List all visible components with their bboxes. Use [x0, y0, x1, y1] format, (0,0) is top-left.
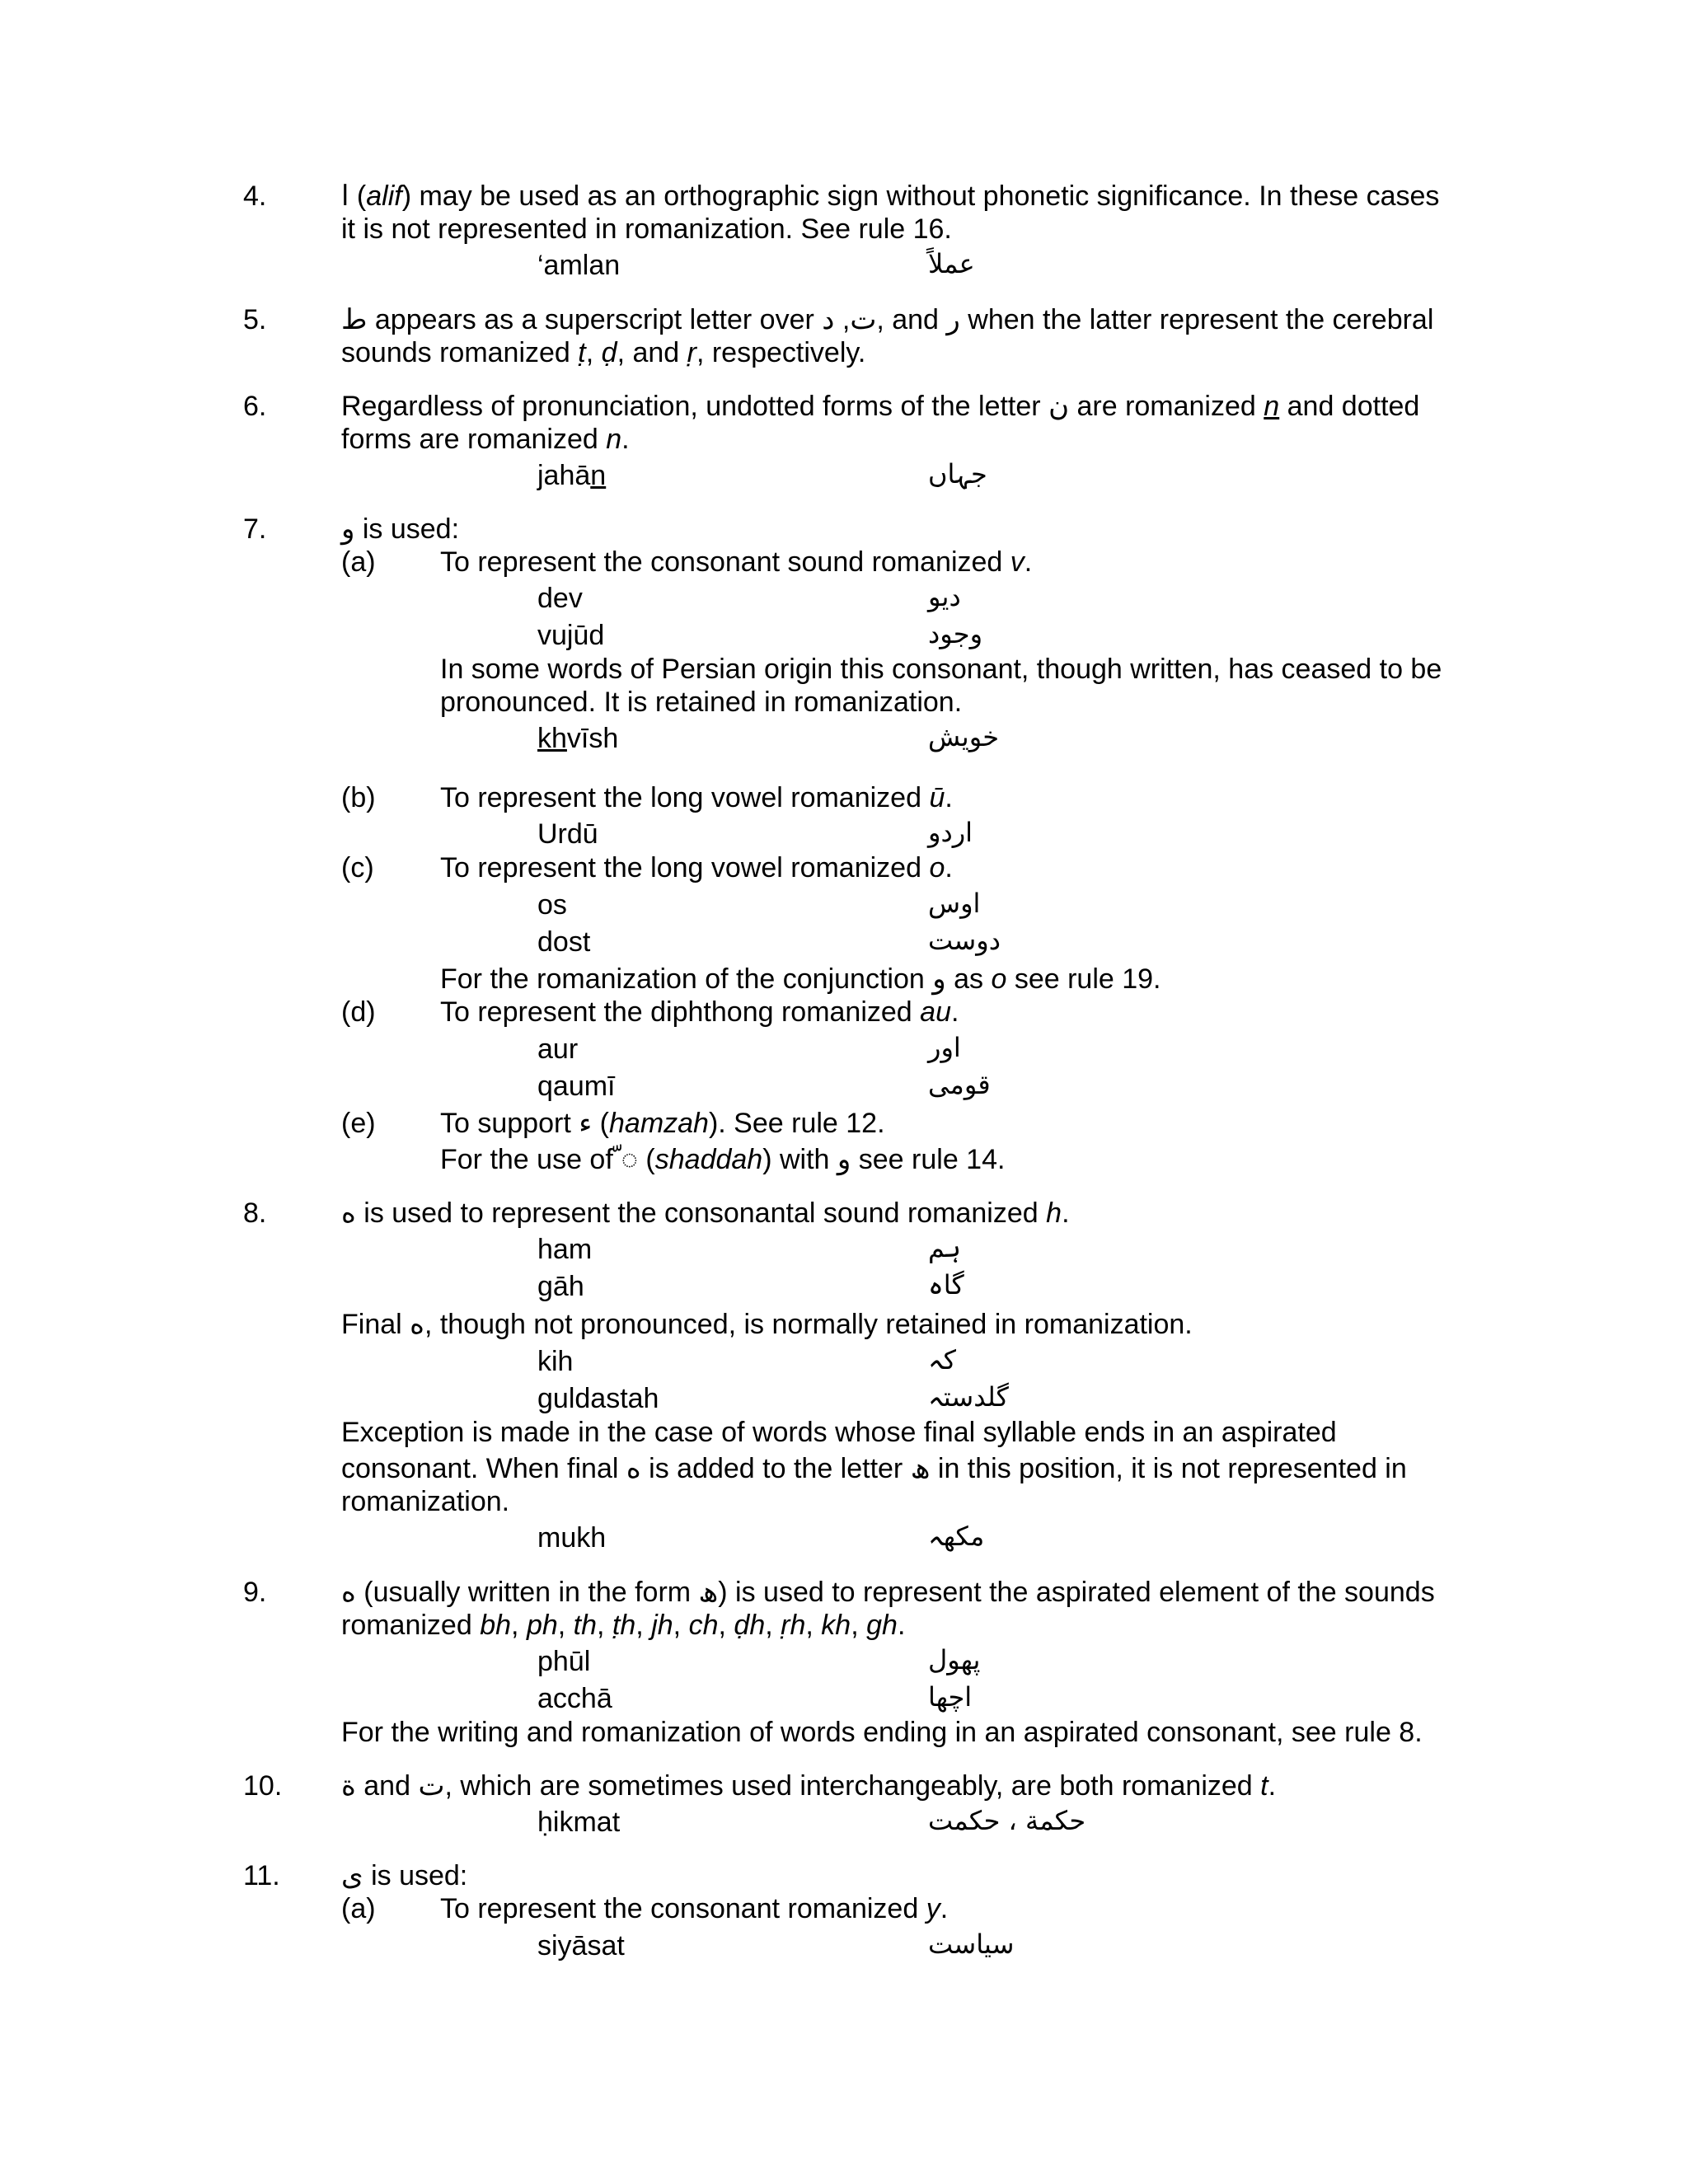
sub-label: (e): [341, 1108, 376, 1139]
example-romanized: acchā: [537, 1683, 612, 1714]
example-arabic: دیو: [928, 581, 961, 612]
example-arabic: حکمة ، حکمت: [928, 1805, 1086, 1836]
rule-text: Exception is made in the case of words whose final syllable ends in an aspirated: [341, 1417, 1337, 1448]
rule-number: 8.: [243, 1197, 267, 1229]
sub-text: To represent the consonant romanized y.: [440, 1893, 949, 1924]
example-arabic: کہ: [928, 1344, 956, 1376]
example-romanized: dev: [537, 583, 583, 614]
sub-label: (a): [341, 546, 376, 578]
rule-text: it is not represented in romanization. See rule 16.: [341, 213, 952, 245]
sub-text: For the use of ّ◌ (shaddah) with و see rule 14.: [440, 1144, 1006, 1175]
rule-number: 5.: [243, 304, 267, 335]
example-arabic: پھول: [928, 1644, 981, 1675]
example-romanized: os: [537, 889, 567, 921]
example-arabic: اچھا: [928, 1681, 973, 1713]
example-romanized: aur: [537, 1033, 579, 1065]
sub-text: To represent the long vowel romanized ū.: [440, 782, 953, 813]
example-romanized: qaumī: [537, 1071, 616, 1102]
arabic-letter: ا: [341, 180, 349, 212]
sub-text: To represent the long vowel romanized o.: [440, 852, 953, 883]
rule-text: For the writing and romanization of words ending in an aspirated consonant, see rule 8.: [341, 1717, 1423, 1748]
sub-text: pronounced. It is retained in romanization.: [440, 687, 963, 718]
rule-text: ا (alif) may be used as an orthographic sign without phonetic significance. In these cases: [341, 180, 1440, 212]
example-romanized: guldastah: [537, 1383, 659, 1414]
rule-text: ه is used to represent the consonantal sound romanized h.: [341, 1197, 1070, 1229]
example-romanized: siyāsat: [537, 1930, 625, 1961]
rule-text: ة and ت, which are sometimes used interchangeably, are both romanized t.: [341, 1770, 1277, 1802]
rule-text: Final ه, though not pronounced, is normally retained in romanization.: [341, 1309, 1193, 1340]
example-romanized: phūl: [537, 1646, 591, 1677]
example-arabic: خویش: [928, 721, 1000, 752]
rule-text: ی is used:: [341, 1860, 468, 1891]
example-arabic: سیاست: [928, 1929, 1015, 1960]
rule-number: 9.: [243, 1577, 267, 1608]
example-arabic: اور: [928, 1032, 961, 1063]
example-arabic: عملاً: [928, 248, 975, 279]
example-arabic: ہم: [928, 1232, 962, 1263]
rule-number: 11.: [243, 1860, 280, 1891]
example-arabic: وجود: [928, 618, 983, 649]
example-arabic: اردو: [928, 817, 973, 848]
example-arabic: دوست: [928, 925, 1001, 956]
sub-label: (c): [341, 852, 374, 883]
rule-text: و is used:: [341, 513, 460, 545]
example-arabic: قومی: [928, 1069, 991, 1100]
example-romanized: ‘amlan: [537, 250, 621, 281]
sub-text: To represent the consonant sound romanized v.: [440, 546, 1033, 578]
example-arabic: جہاں: [928, 458, 987, 490]
rule-number: 4.: [243, 180, 267, 212]
example-arabic: گاہ: [928, 1269, 964, 1301]
rule-number: 10.: [243, 1770, 283, 1802]
example-arabic: مکھہ: [928, 1521, 985, 1552]
example-romanized: ḥikmat: [537, 1807, 621, 1838]
rule-text: romanized bh, ph, th, ṭh, jh, ch, ḍh, ṛh, kh, gh.: [341, 1610, 906, 1641]
sub-text: In some words of Persian origin this consonant, though written, has ceased to be: [440, 654, 1442, 685]
example-romanized: dost: [537, 926, 591, 958]
sub-label: (a): [341, 1893, 376, 1924]
rule-text: ط appears as a superscript letter over ت, د , and ر when the latter represent the cerebral: [341, 304, 1434, 335]
example-romanized: kih: [537, 1346, 574, 1377]
sub-text: For the romanization of the conjunction و as o see rule 19.: [440, 963, 1161, 995]
rule-number: 6.: [243, 391, 267, 422]
example-romanized: ham: [537, 1234, 593, 1265]
example-romanized: jahān: [537, 460, 607, 491]
example-romanized: mukh: [537, 1522, 607, 1554]
example-arabic: اوس: [928, 888, 981, 919]
rule-text: forms are romanized n.: [341, 424, 630, 455]
example-romanized: Urdū: [537, 818, 598, 850]
rule-number: 7.: [243, 513, 267, 545]
rule-text: sounds romanized ṭ, ḍ, and ṛ, respectively.: [341, 337, 866, 368]
rule-text: romanization.: [341, 1486, 510, 1517]
example-romanized: gāh: [537, 1271, 584, 1302]
rule-text: consonant. When final ه is added to the letter ھ in this position, it is not represented in: [341, 1453, 1407, 1484]
sub-text: To represent the diphthong romanized au.: [440, 996, 959, 1028]
example-romanized: khvīsh: [537, 723, 619, 754]
sub-label: (d): [341, 996, 376, 1028]
sub-label: (b): [341, 782, 376, 813]
rule-text: Regardless of pronunciation, undotted forms of the letter ن are romanized n and dotted: [341, 391, 1420, 422]
example-romanized: vujūd: [537, 620, 605, 651]
rule-text: ه (usually written in the form ھ) is used to represent the aspirated element of the sounds: [341, 1577, 1435, 1608]
example-arabic: گلدستہ: [928, 1381, 1009, 1413]
sub-text: To support ء (hamzah). See rule 12.: [440, 1108, 885, 1139]
